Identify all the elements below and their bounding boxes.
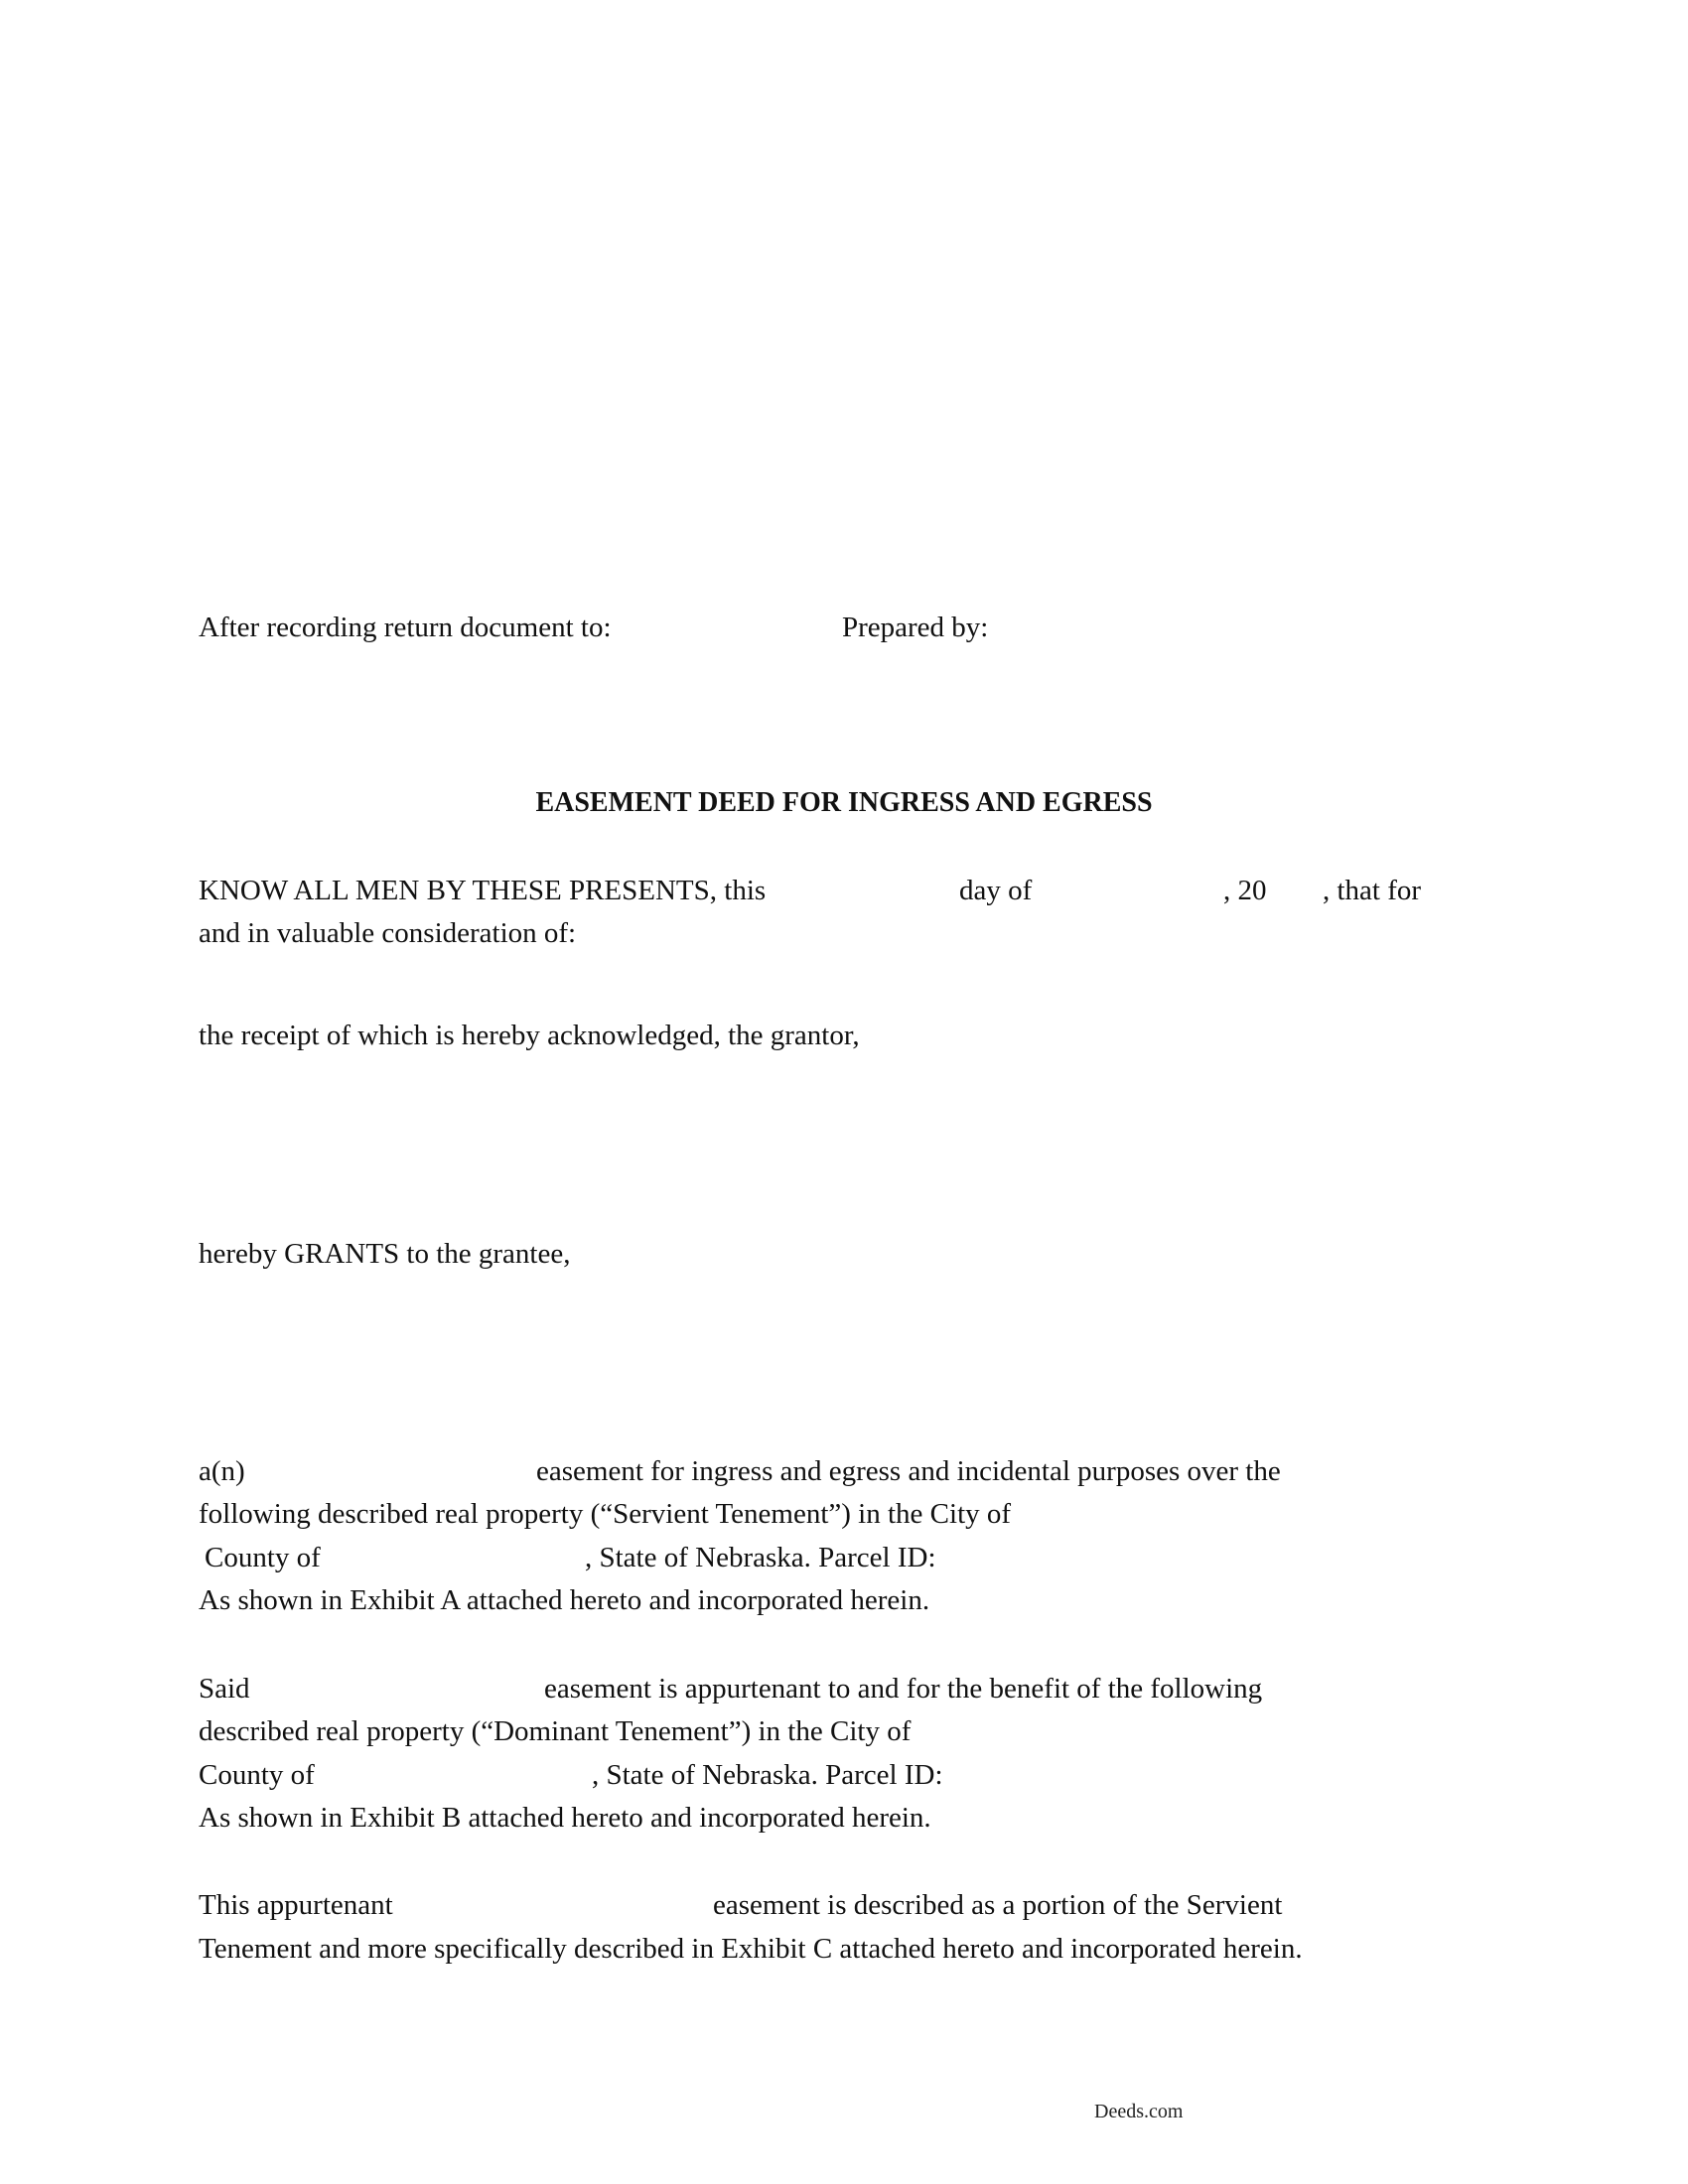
footer-brand: Deeds.com xyxy=(1094,2101,1184,2122)
portion-line2: Tenement and more specifically described in Exhibit C attached hereto and incorporated herein. xyxy=(199,1933,1303,1965)
dominant-line2: described real property (“Dominant Tenement”) in the City of xyxy=(199,1715,912,1747)
dominant-line1: easement is appurtenant to and for the benefit of the following xyxy=(544,1673,1263,1705)
grants-text: hereby GRANTS to the grantee, xyxy=(199,1238,571,1270)
dominant-county-label: County of xyxy=(199,1759,315,1791)
servient-line1: easement for ingress and egress and incidental purposes over the xyxy=(536,1455,1281,1487)
servient-an-text: a(n) xyxy=(199,1455,245,1487)
servient-line2: following described real property (“Servient Tenement”) in the City of xyxy=(199,1498,1012,1530)
document-title: EASEMENT DEED FOR INGRESS AND EGRESS xyxy=(535,787,1153,818)
dominant-state-text: , State of Nebraska. Parcel ID: xyxy=(592,1759,943,1791)
portion-appurtenant-text: This appurtenant xyxy=(199,1889,393,1921)
that-for-text: , that for xyxy=(1323,875,1422,906)
day-of-text: day of xyxy=(959,875,1033,906)
know-all-text: KNOW ALL MEN BY THESE PRESENTS, this xyxy=(199,875,767,906)
receipt-text: the receipt of which is hereby acknowledged, the grantor, xyxy=(199,1020,860,1051)
servient-state-text: , State of Nebraska. Parcel ID: xyxy=(585,1542,936,1573)
dominant-exhibit-text: As shown in Exhibit B attached hereto and incorporated herein. xyxy=(199,1802,931,1834)
prepared-by-label: Prepared by: xyxy=(842,612,989,643)
servient-county-label: County of xyxy=(205,1542,321,1573)
servient-exhibit-text: As shown in Exhibit A attached hereto and incorporated herein. xyxy=(199,1584,930,1616)
year-prefix-text: , 20 xyxy=(1223,875,1267,906)
portion-line1: easement is described as a portion of the Servient xyxy=(713,1889,1283,1921)
return-to-label: After recording return document to: xyxy=(199,612,612,643)
dominant-said-text: Said xyxy=(199,1673,250,1705)
consideration-text: and in valuable consideration of: xyxy=(199,917,577,949)
